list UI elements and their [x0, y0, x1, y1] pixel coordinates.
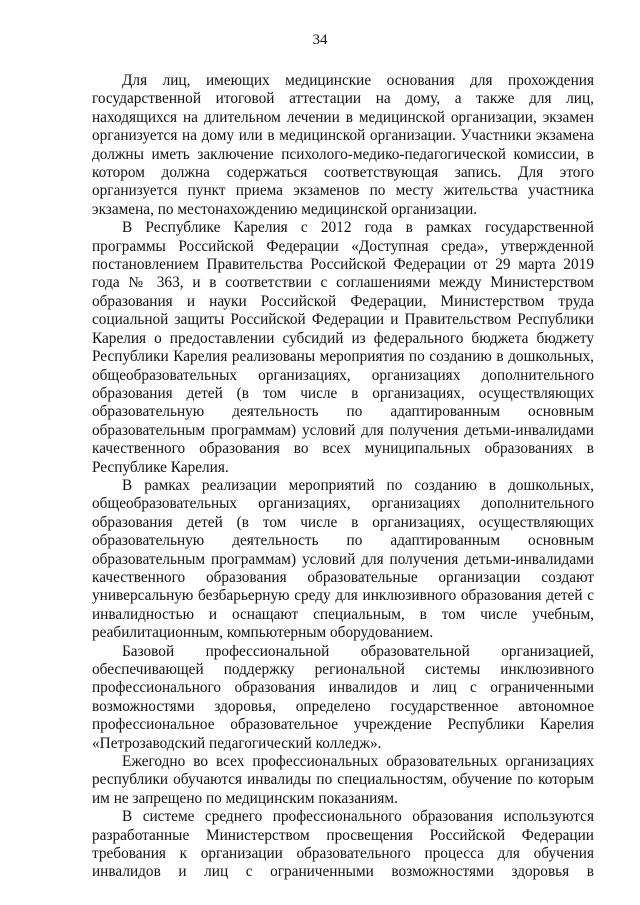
document-body: [92, 72, 594, 882]
paragraph-base-organization: Базовой профессиональной образовательной организацией, обеспечивающей поддержку региональной системы инклюзивного профессионального образования инвалидов и лиц с ограниченными возможностями здоровья, определено государственное автономное профессиональное образовательное учреждение Республики Карелия «Петрозаводский педагогический колледж».: [92, 642, 594, 752]
paragraph-barrier-free-environment: В рамках реализации мероприятий по созданию в дошкольных, общеобразовательных организациях, организациях дополнительного образования детей (в том числе в организациях, осуществляющих образовательную деятельность по адаптированным основным образовательным программам) условий для получения детьми-инвалидами качественного образования образовательные организации создают универсальную безбарьерную среду для инклюзивного образования детей с инвалидностью и оснащают специальным, в том числе учебным, реабилитационным, компьютерным оборудованием.: [92, 476, 594, 642]
paragraph-accessible-environment-program: В Республике Карелия с 2012 года в рамках государственной программы Российской Федерации «Доступная среда», утвержденной постановлением Правительства Российской Федерации от 29 марта 2019 года № 363, и в соответствии с соглашениями между Министерством образования и науки Российской Федерации, Министерством труда социальной защиты Российской Федерации и Правительством Республики Карелия о предоставлении субсидий из федерального бюджета бюджету Республики Карелия реализованы мероприятия по созданию в дошкольных, общеобразовательных организациях, организациях дополнительного образования детей (в том числе в организациях, осуществляющих образовательную деятельность по адаптированным основным образовательным программам) условий для получения детьми-инвалидами качественного образования во всех муниципальных образованиях в Республике Карелия.: [92, 219, 594, 476]
page-number: 34: [312, 32, 328, 48]
paragraph-secondary-vocational-education: В системе среднего профессионального образования используются разработанные Министерством просвещения Российской Федерации требования к организации образовательного процесса для обучения инвалидов и лиц с ограниченными возможностями здоровья в: [92, 808, 594, 881]
paragraph-annual-training: Ежегодно во всех профессиональных образовательных организациях республики обучаются инвалиды по специальностям, обучение по которым им не запрещено по медицинским показаниям.: [92, 753, 594, 807]
paragraph-exam-at-home: Для лиц, имеющих медицинские основания для прохождения государственной итоговой аттестации на дому, а также для лиц, находящихся на длительном лечении в медицинской организации, экзамен организуется на дому или в медицинской организации. Участники экзамена должны иметь заключение психолого-медико-педагогической комиссии, в котором должна содержаться соответствующая запись. Для этого организуется пункт приема экзаменов по месту жительства участника экзамена, по местонахождению медицинской организации.: [92, 72, 594, 218]
